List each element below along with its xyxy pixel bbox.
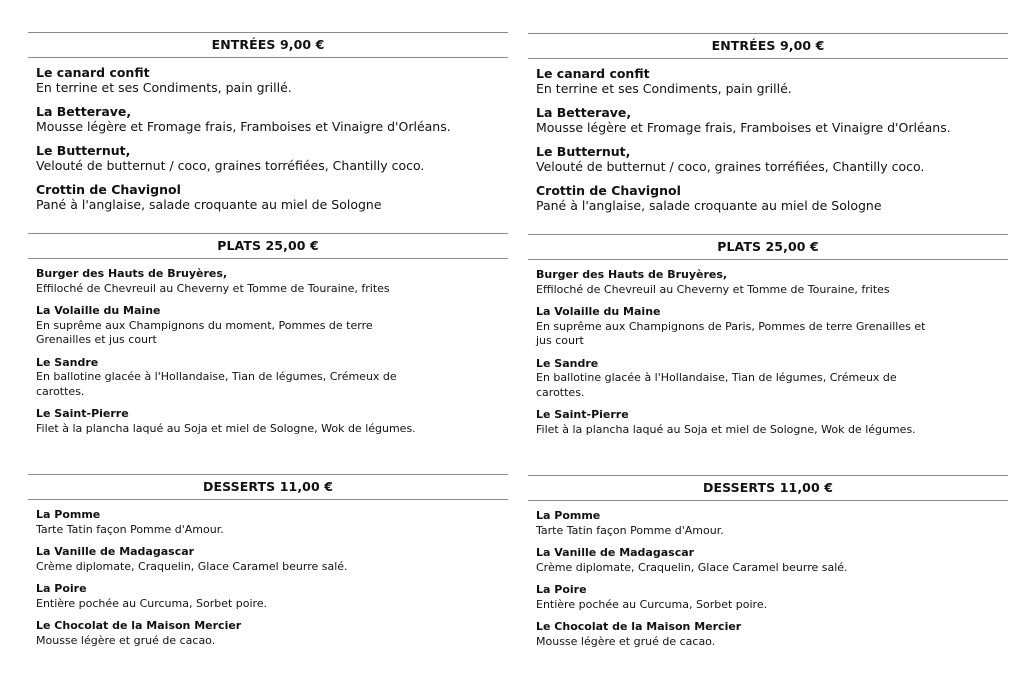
dish-description: Velouté de butternut / coco, graines torréfiées, Chantilly coco. xyxy=(536,159,925,174)
dish-name: Crottin de Chavignol xyxy=(536,183,681,198)
dish-name: La Vanille de Madagascar xyxy=(36,545,195,558)
desserts-section xyxy=(528,475,1008,659)
dish-name: Le canard confit xyxy=(36,65,150,80)
dish-name: La Poire xyxy=(536,583,587,596)
dish-description: Velouté de butternut / coco, graines torréfiées, Chantilly coco. xyxy=(36,158,425,173)
menu-item xyxy=(36,65,508,95)
dish-description: Tarte Tatin façon Pomme d'Amour. xyxy=(536,523,724,537)
menu-item xyxy=(536,144,1008,174)
dish-name: Le Sandre xyxy=(536,356,599,370)
menu-item xyxy=(36,304,508,348)
desserts-heading: DESSERTS 11,00 € xyxy=(28,474,508,500)
menu-item xyxy=(536,305,1008,349)
dish-description: En terrine et ses Condiments, pain grillé. xyxy=(536,81,792,96)
dish-name: La Betterave, xyxy=(536,105,632,120)
dish-description: Effiloché de Chevreuil au Cheverny et Tomme de Touraine, frites xyxy=(36,281,390,295)
menu-item xyxy=(536,509,1008,538)
dish-name: Le Saint-Pierre xyxy=(536,408,629,421)
plats-section xyxy=(528,234,1008,475)
dish-description: Effiloché de Chevreuil au Cheverny et Tomme de Touraine, frites xyxy=(536,282,890,296)
dish-description: Mousse légère et Fromage frais, Framboises et Vinaigre d'Orléans. xyxy=(536,120,951,135)
menu-item xyxy=(536,583,1008,612)
dish-description: Pané à l'anglaise, salade croquante au miel de Sologne xyxy=(36,197,382,212)
menu-item xyxy=(536,357,1008,401)
dish-description: Tarte Tatin façon Pomme d'Amour. xyxy=(36,522,224,536)
menu-item xyxy=(536,105,1008,135)
plats-heading: PLATS 25,00 € xyxy=(528,234,1008,260)
dish-name: La Vanille de Madagascar xyxy=(536,546,695,559)
menu-item xyxy=(36,407,508,436)
menu-item xyxy=(536,620,1008,649)
dish-name: Le Butternut, xyxy=(36,143,131,158)
menu-left xyxy=(28,32,508,658)
dish-description: Mousse légère et Fromage frais, Framboises et Vinaigre d'Orléans. xyxy=(36,119,451,134)
dish-description: En suprême aux Champignons du moment, Pommes de terre Grenailles et jus court xyxy=(36,318,373,346)
dish-name: La Volaille du Maine xyxy=(536,305,661,318)
dish-description: En terrine et ses Condiments, pain grillé. xyxy=(36,80,292,95)
dish-description: Mousse légère et grué de cacao. xyxy=(36,633,216,647)
dish-name: Burger des Hauts de Bruyères, xyxy=(536,268,728,281)
dish-name: Le Chocolat de la Maison Mercier xyxy=(536,620,742,633)
dish-name: Burger des Hauts de Bruyères, xyxy=(36,267,228,280)
menu-item xyxy=(536,268,1008,297)
menu-right xyxy=(528,33,1008,659)
dish-name: La Pomme xyxy=(36,508,101,521)
plats-heading: PLATS 25,00 € xyxy=(28,233,508,259)
dish-name: Le Sandre xyxy=(36,355,99,369)
dish-name: La Betterave, xyxy=(36,104,132,119)
entrees-heading: ENTRÉES 9,00 € xyxy=(528,33,1008,59)
menu-item xyxy=(36,545,508,574)
menu-item xyxy=(36,582,508,611)
menu-item xyxy=(36,104,508,134)
dish-name: Le Chocolat de la Maison Mercier xyxy=(36,619,242,632)
plats-section xyxy=(28,233,508,474)
menu-item xyxy=(36,619,508,648)
desserts-section xyxy=(28,474,508,658)
menu-item xyxy=(36,356,508,400)
dish-description: En ballotine glacée à l'Hollandaise, Tian de légumes, Crémeux de carottes. xyxy=(36,370,397,398)
dish-name: La Pomme xyxy=(536,509,601,522)
entrees-heading: ENTRÉES 9,00 € xyxy=(28,32,508,58)
menu-item xyxy=(36,508,508,537)
dish-description: Pané à l'anglaise, salade croquante au miel de Sologne xyxy=(536,198,882,213)
dish-description: Entière pochée au Curcuma, Sorbet poire. xyxy=(36,596,268,610)
menu-item xyxy=(536,183,1008,213)
entrees-section xyxy=(528,33,1008,234)
dish-description: Crème diplomate, Craquelin, Glace Caramel beurre salé. xyxy=(536,560,848,574)
menu-item xyxy=(536,546,1008,575)
dish-name: La Volaille du Maine xyxy=(36,304,161,317)
dish-description: En suprême aux Champignons de Paris, Pommes de terre Grenailles et jus court xyxy=(536,319,926,347)
dish-name: Le canard confit xyxy=(536,66,650,81)
desserts-heading: DESSERTS 11,00 € xyxy=(528,475,1008,501)
menu-item xyxy=(536,408,1008,437)
menu-item xyxy=(36,267,508,296)
dish-name: Le Butternut, xyxy=(536,144,631,159)
dish-description: Entière pochée au Curcuma, Sorbet poire. xyxy=(536,597,768,611)
dish-name: Crottin de Chavignol xyxy=(36,182,181,197)
menu-item xyxy=(36,182,508,212)
dish-description: Crème diplomate, Craquelin, Glace Caramel beurre salé. xyxy=(36,559,348,573)
entrees-section xyxy=(28,32,508,233)
menu-item xyxy=(536,66,1008,96)
dish-description: Mousse légère et grué de cacao. xyxy=(536,634,716,648)
dish-name: La Poire xyxy=(36,582,87,595)
dish-description: Filet à la plancha laqué au Soja et miel de Sologne, Wok de légumes. xyxy=(536,422,916,436)
menu-item xyxy=(36,143,508,173)
dish-name: Le Saint-Pierre xyxy=(36,407,129,420)
dish-description: En ballotine glacée à l'Hollandaise, Tian de légumes, Crémeux de carottes. xyxy=(536,371,897,399)
dish-description: Filet à la plancha laqué au Soja et miel de Sologne, Wok de légumes. xyxy=(36,421,416,435)
